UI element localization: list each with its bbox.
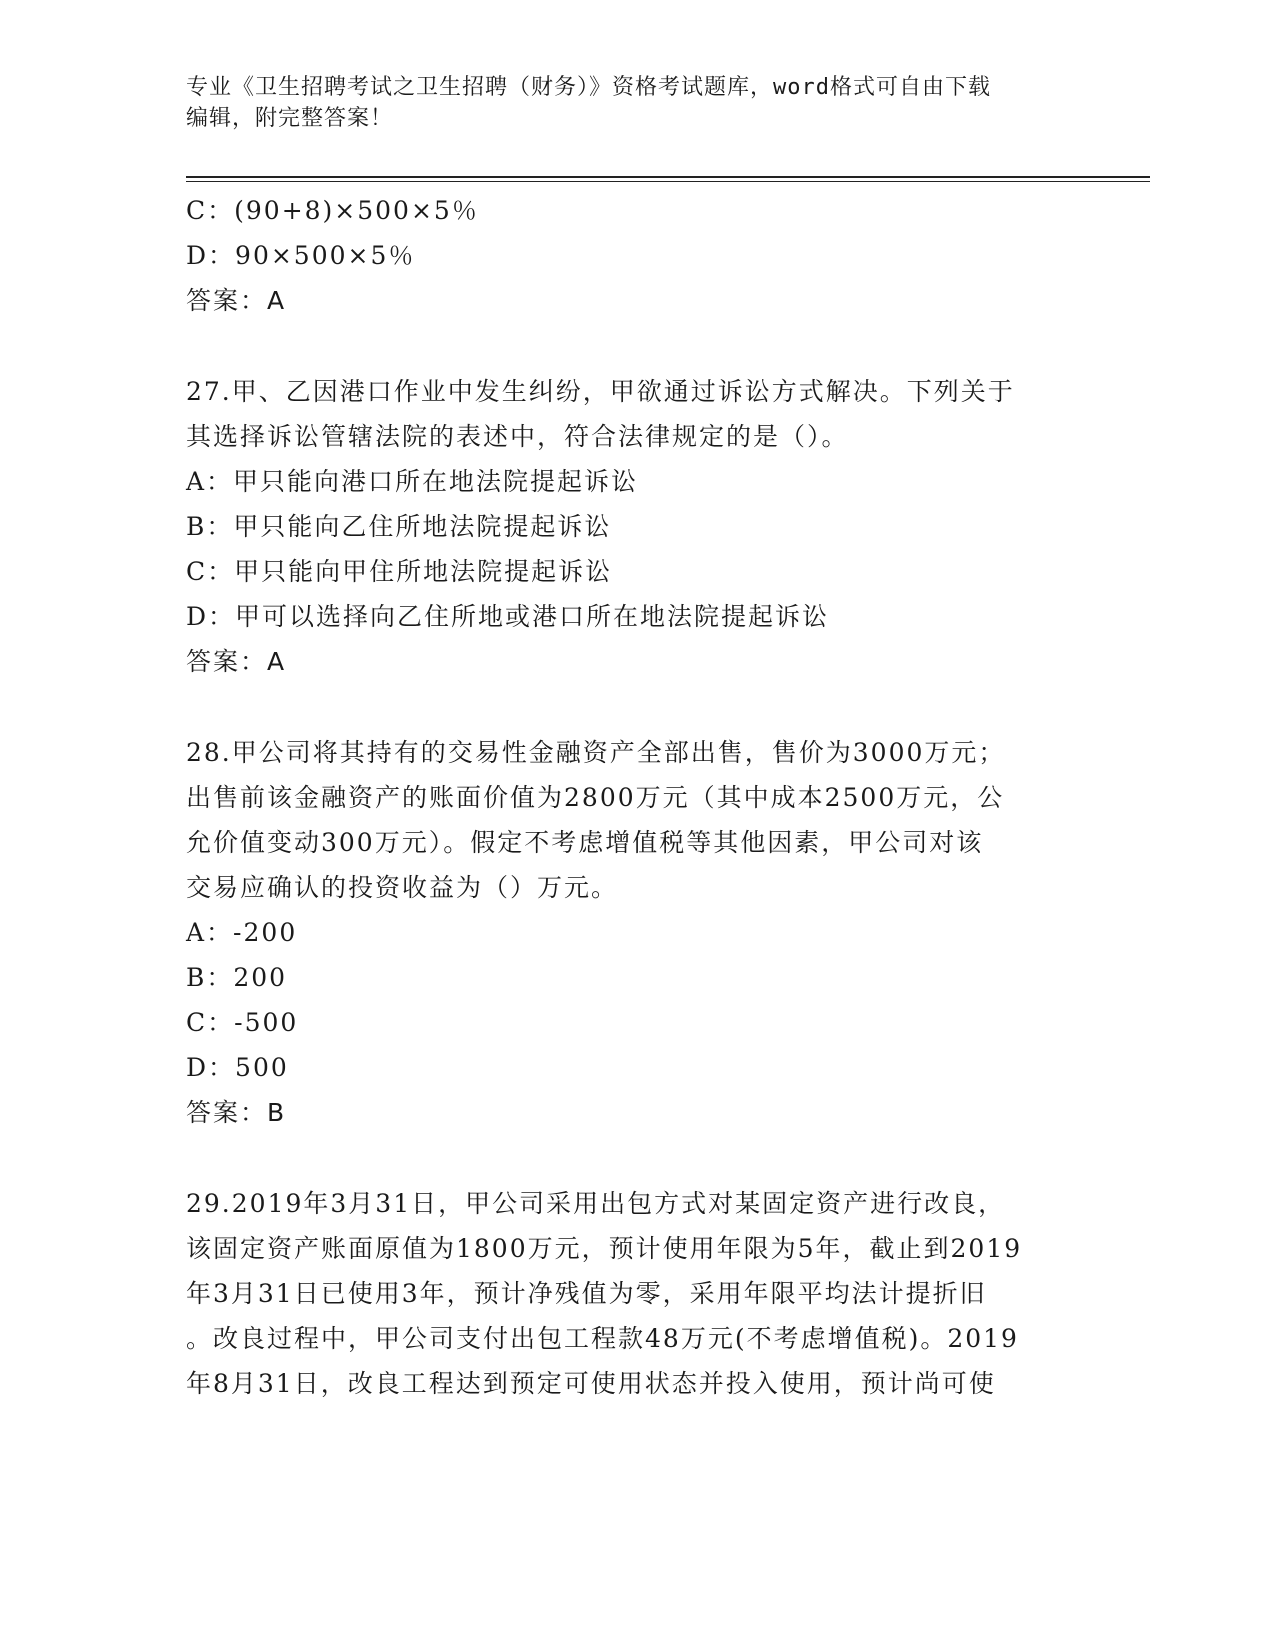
question-27 xyxy=(186,369,1086,685)
header-line-2: 编辑，附完整答案！ xyxy=(186,106,394,131)
option-c: C：(90+8)×500×5％ xyxy=(186,196,479,225)
option-d: D：90×500×5％ xyxy=(186,241,416,270)
spacer xyxy=(186,324,1086,369)
prev-question xyxy=(186,188,1086,324)
question-text-line: 交易应确认的投资收益为（）万元。 xyxy=(186,873,619,902)
option-a: A：甲只能向港口所在地法院提起诉讼 xyxy=(186,467,639,496)
spacer xyxy=(186,685,1086,730)
question-28 xyxy=(186,730,1086,1136)
question-29 xyxy=(186,1181,1086,1406)
option-a: A：-200 xyxy=(186,918,298,947)
option-c: C：-500 xyxy=(186,1008,299,1037)
answer-line: 答案：A xyxy=(186,286,287,315)
question-text-line: 29.2019年3月31日，甲公司采用出包方式对某固定资产进行改良， xyxy=(186,1189,1006,1218)
answer-line: 答案：A xyxy=(186,647,287,676)
header-line-1: 专业《卫生招聘考试之卫生招聘（财务）》资格考试题库，word格式可自由下载 xyxy=(186,75,991,100)
question-text-line: 28.甲公司将其持有的交易性金融资产全部出售，售价为3000万元； xyxy=(186,738,1006,767)
question-text-line: 允价值变动300万元）。假定不考虑增值税等其他因素，甲公司对该 xyxy=(186,828,984,857)
question-text-line: 。改良过程中，甲公司支付出包工程款48万元(不考虑增值税)。2019 xyxy=(186,1324,1019,1353)
question-text-line: 其选择诉讼管辖法院的表述中，符合法律规定的是（）。 xyxy=(186,422,849,451)
option-b: B：200 xyxy=(186,963,288,992)
option-d: D：甲可以选择向乙住所地或港口所在地法院提起诉讼 xyxy=(186,602,830,631)
header-divider-thick xyxy=(186,176,1150,178)
header-divider-thin xyxy=(186,181,1150,182)
question-text-line: 年8月31日，改良工程达到预定可使用状态并投入使用，预计尚可使 xyxy=(186,1369,996,1398)
question-text-line: 该固定资产账面原值为1800万元，预计使用年限为5年，截止到2019 xyxy=(186,1234,1023,1263)
question-text-line: 27.甲、乙因港口作业中发生纠纷，甲欲通过诉讼方式解决。下列关于 xyxy=(186,377,1015,406)
spacer xyxy=(186,1136,1086,1181)
option-c: C：甲只能向甲住所地法院提起诉讼 xyxy=(186,557,613,586)
question-content xyxy=(186,188,1086,1406)
answer-line: 答案：B xyxy=(186,1098,287,1127)
option-b: B：甲只能向乙住所地法院提起诉讼 xyxy=(186,512,612,541)
option-d: D：500 xyxy=(186,1053,289,1082)
question-text-line: 出售前该金融资产的账面价值为2800万元（其中成本2500万元，公 xyxy=(186,783,1005,812)
document-header xyxy=(186,72,1106,134)
question-text-line: 年3月31日已使用3年，预计净残值为零，采用年限平均法计提折旧 xyxy=(186,1279,987,1308)
